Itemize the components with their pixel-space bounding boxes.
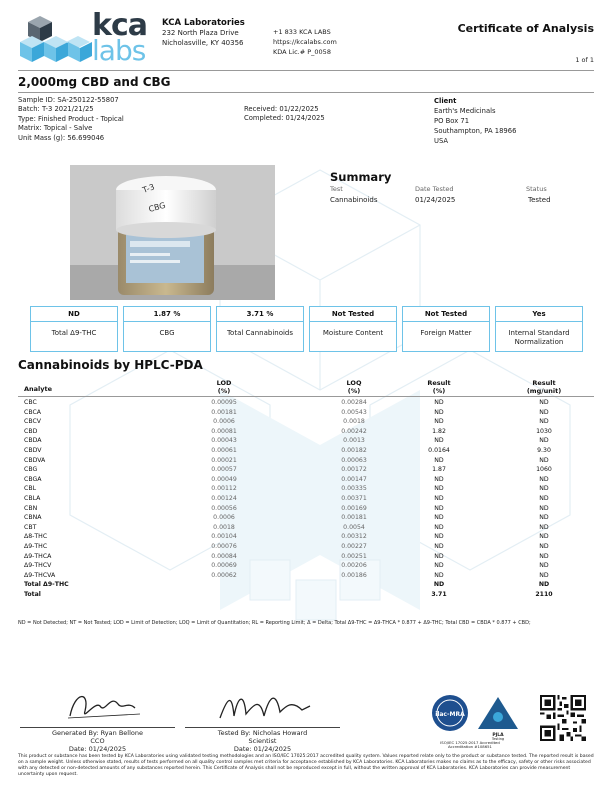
lod-cell: 0.00076 bbox=[211, 542, 237, 550]
received-date: Received: 01/22/2025 bbox=[244, 105, 319, 113]
summary-title: Summary bbox=[330, 170, 392, 184]
analyte-cell: CBDV bbox=[24, 446, 42, 454]
loq-cell: 0.00543 bbox=[341, 408, 367, 416]
box-divider bbox=[403, 321, 489, 322]
result-pct-cell: 0.0164 bbox=[428, 446, 450, 454]
box-divider bbox=[310, 321, 396, 322]
lab-city: Nicholasville, KY 40356 bbox=[162, 39, 244, 47]
analyte-cell: CBN bbox=[24, 504, 38, 512]
analyte-cell: CBLA bbox=[24, 494, 41, 502]
sample-id: Sample ID: SA-250122-55807 bbox=[18, 96, 119, 104]
header-result-pct-label: Result bbox=[427, 379, 451, 387]
result-mg-cell: 2110 bbox=[535, 590, 553, 598]
lab-contact bbox=[273, 27, 337, 57]
result-mg-cell: ND bbox=[539, 399, 549, 406]
summary-status: Tested bbox=[528, 196, 551, 204]
result-mg-cell: ND bbox=[539, 408, 549, 416]
client-po: PO Box 71 bbox=[434, 117, 470, 125]
analyte-cell: CBG bbox=[24, 466, 38, 474]
tested-by-date: Date: 01/24/2025 bbox=[233, 745, 292, 753]
client-info bbox=[434, 96, 516, 146]
lod-cell: 0.00069 bbox=[211, 562, 237, 570]
loq-cell: 0.00169 bbox=[341, 504, 367, 512]
lod-cell: 0.00081 bbox=[211, 427, 237, 435]
summary-date: 01/24/2025 bbox=[415, 196, 456, 204]
legal-disclaimer: This product or substance has been tested by KCA Laboratories using validated testing methodologies and an ISO/IEC 17025:2017 accredited quality system. Values reported relate only to the product or substance tested. The reported result is based on a sample weight. Unless otherwise stated, results of tests performed on all quality control samples met criteria for acceptance established by KCA Laboratories. KCA Laboratories makes no claims as to the efficacy, safety or other risks associated with any detected or non-detected amounts of any substances reported herein. This Certificate of Analysis shall not be reproduced except in full, without the written approval of KCA Laboratories. KCA Laboratories can provide measurement uncertainty upon request. bbox=[18, 754, 594, 777]
table-row bbox=[24, 523, 588, 533]
result-mg-cell: ND bbox=[539, 542, 549, 550]
box-foreign-matter bbox=[402, 306, 490, 352]
logo-word-kca: kca bbox=[92, 8, 147, 43]
box-value: Not Tested bbox=[331, 310, 375, 318]
loq-cell: 0.00284 bbox=[341, 399, 367, 406]
result-mg-cell: 9.30 bbox=[537, 446, 551, 454]
result-pct-cell: ND bbox=[434, 504, 444, 512]
analyte-cell: CBCA bbox=[24, 408, 42, 416]
summary-header-date: Date Tested bbox=[415, 185, 454, 193]
result-mg-cell: ND bbox=[539, 552, 549, 560]
result-pct-cell: ND bbox=[434, 475, 444, 483]
svg-text:PJLA: PJLA bbox=[492, 733, 504, 738]
result-pct-cell: ND bbox=[434, 485, 444, 493]
sample-type: Type: Finished Product - Topical bbox=[18, 114, 124, 123]
table-row bbox=[24, 427, 588, 437]
box-label: Foreign Matter bbox=[420, 329, 472, 337]
header-result-pct-unit: (%) bbox=[432, 387, 446, 395]
svg-text:T-3: T-3 bbox=[141, 182, 156, 195]
loq-cell: 0.00182 bbox=[341, 446, 367, 454]
lod-cell: 0.00095 bbox=[211, 399, 237, 406]
signature-right-image bbox=[210, 686, 330, 726]
result-pct-cell: ND bbox=[434, 456, 444, 464]
loq-cell: 0.00172 bbox=[341, 466, 367, 474]
table-row bbox=[24, 484, 588, 494]
table-row bbox=[24, 513, 588, 523]
signature-left-line bbox=[20, 727, 175, 728]
box-total-cannabinoids bbox=[216, 306, 304, 352]
result-mg-cell: ND bbox=[539, 418, 549, 426]
loq-cell: 0.00371 bbox=[341, 494, 367, 502]
box-label: Total Δ9-THC bbox=[51, 329, 97, 337]
table-row bbox=[24, 465, 588, 475]
box-value: 1.87 % bbox=[153, 310, 181, 318]
lod-cell: 0.00062 bbox=[211, 571, 237, 579]
lod-cell: 0.00124 bbox=[211, 494, 237, 502]
analyte-cell: CBGA bbox=[24, 475, 42, 483]
box-value: Not Tested bbox=[424, 310, 468, 318]
box-moisture bbox=[309, 306, 397, 352]
result-mg-cell: ND bbox=[539, 437, 549, 445]
analyte-cell: Δ9-THC bbox=[24, 542, 48, 550]
table-row bbox=[24, 552, 588, 562]
lod-cell: 0.0018 bbox=[213, 523, 235, 531]
loq-cell: 0.00227 bbox=[341, 542, 367, 550]
box-divider bbox=[217, 321, 303, 322]
cannabinoids-section-title: Cannabinoids by HPLC-PDA bbox=[18, 358, 203, 372]
box-divider bbox=[31, 321, 117, 322]
kca-logo bbox=[18, 8, 158, 67]
loq-cell: 0.0013 bbox=[343, 437, 365, 445]
box-divider bbox=[124, 321, 210, 322]
svg-text:Accreditation #108651: Accreditation #108651 bbox=[448, 744, 492, 748]
lod-cell: 0.00049 bbox=[211, 475, 237, 483]
header-loq bbox=[319, 379, 389, 395]
loq-cell: 0.00335 bbox=[341, 485, 367, 493]
table-row bbox=[24, 532, 588, 542]
table-row bbox=[24, 436, 588, 446]
analyte-cell: CBCV bbox=[24, 418, 42, 426]
lod-cell: 0.00104 bbox=[211, 533, 237, 541]
table-row bbox=[24, 504, 588, 514]
tested-by: Tested By: Nicholas Howard bbox=[217, 729, 308, 737]
tested-by-title: Scientist bbox=[248, 737, 277, 745]
analyte-cell: Total bbox=[24, 590, 41, 598]
lab-website[interactable]: https://kcalabs.com bbox=[273, 38, 337, 46]
box-cbg bbox=[123, 306, 211, 352]
client-country: USA bbox=[434, 137, 449, 145]
table-row bbox=[24, 417, 588, 427]
result-mg-cell: ND bbox=[539, 456, 549, 464]
result-pct-cell: ND bbox=[434, 399, 444, 406]
loq-cell: 0.00063 bbox=[341, 456, 367, 464]
header-lod bbox=[189, 379, 259, 395]
lab-street: 232 North Plaza Drive bbox=[162, 29, 239, 37]
box-label: CBG bbox=[159, 329, 175, 337]
header-result-mg bbox=[514, 379, 574, 395]
result-pct-cell: ND bbox=[434, 533, 444, 541]
signature-left-image bbox=[50, 686, 170, 726]
header bbox=[18, 10, 594, 70]
table-row bbox=[24, 408, 588, 418]
result-pct-cell: ND bbox=[433, 581, 445, 589]
logo-cubes-icon bbox=[18, 14, 92, 64]
table-footnote: ND = Not Detected; NT = Not Tested; LOD = Limit of Detection; LOQ = Limit of Quantitation; RL = Reporting Limit; Δ = Delta; Total Δ9-THC = Δ9-THCA * 0.877 + Δ9-THC; Total CBD = CBDA * 0.877 + CBD; bbox=[18, 620, 531, 626]
result-pct-cell: 1.82 bbox=[432, 427, 446, 435]
analyte-cell: Total Δ9-THC bbox=[24, 581, 69, 589]
svg-text:CBG: CBG bbox=[147, 200, 167, 214]
lab-name: KCA Laboratories bbox=[162, 18, 245, 28]
sample-unit-mass: Unit Mass (g): 56.699046 bbox=[18, 133, 105, 142]
result-pct-cell: ND bbox=[434, 523, 444, 531]
header-divider bbox=[18, 70, 594, 71]
result-pct-cell: ND bbox=[434, 571, 444, 579]
result-mg-cell: ND bbox=[539, 504, 549, 512]
client-label: Client bbox=[434, 97, 457, 105]
lod-cell: 0.00112 bbox=[211, 485, 237, 493]
lod-cell: 0.00056 bbox=[211, 504, 237, 512]
sample-info bbox=[18, 96, 124, 143]
result-mg-cell: 1060 bbox=[536, 466, 552, 474]
result-pct-cell: ND bbox=[434, 562, 444, 570]
header-lod-unit: (%) bbox=[217, 387, 231, 395]
box-label: Total Cannabinoids bbox=[226, 329, 294, 337]
box-internal-standard bbox=[495, 306, 583, 352]
table-row bbox=[24, 398, 588, 408]
loq-cell: 0.0054 bbox=[343, 523, 365, 531]
box-value: Yes bbox=[532, 310, 546, 318]
page-number: 1 of 1 bbox=[575, 56, 594, 64]
header-analyte: Analyte bbox=[24, 385, 53, 393]
signature-right-line bbox=[185, 727, 340, 728]
result-pct-cell: 3.71 bbox=[431, 590, 447, 598]
result-summary-boxes bbox=[30, 306, 582, 354]
result-pct-cell: ND bbox=[434, 552, 444, 560]
table-total-row bbox=[24, 590, 588, 600]
signature-left-text bbox=[20, 729, 175, 753]
result-mg-cell: 1030 bbox=[536, 427, 552, 435]
svg-text:ISO/IEC 17025:2017 Accredited: ISO/IEC 17025:2017 Accredited bbox=[440, 740, 500, 745]
result-mg-cell: ND bbox=[539, 475, 549, 483]
box-value: ND bbox=[68, 310, 80, 318]
box-divider bbox=[496, 321, 582, 322]
analyte-cell: CBC bbox=[24, 399, 37, 406]
accreditation-logos bbox=[428, 693, 528, 748]
client-name: Earth's Medicinals bbox=[434, 107, 496, 115]
loq-cell: 0.00206 bbox=[341, 562, 367, 570]
lab-address bbox=[162, 18, 245, 48]
generated-by: Generated By: Ryan Bellone bbox=[52, 729, 143, 737]
header-result-pct bbox=[404, 379, 474, 395]
table-row bbox=[24, 475, 588, 485]
table-total-row bbox=[24, 580, 588, 590]
qr-code-icon[interactable] bbox=[540, 695, 586, 741]
lod-cell: 0.0006 bbox=[213, 418, 235, 426]
result-pct-cell: ND bbox=[434, 437, 444, 445]
table-row bbox=[24, 494, 588, 504]
result-mg-cell: ND bbox=[539, 533, 549, 541]
box-total-thc bbox=[30, 306, 118, 352]
box-label: Internal Standard Normalization bbox=[508, 329, 570, 346]
analyte-cell: CBD bbox=[24, 427, 38, 435]
loq-cell: 0.00251 bbox=[341, 552, 367, 560]
generated-by-date: Date: 01/24/2025 bbox=[68, 745, 127, 753]
analyte-cell: Δ9-THCA bbox=[24, 552, 52, 560]
analyte-cell: CBDVA bbox=[24, 456, 46, 464]
header-result-mg-label: Result bbox=[532, 379, 556, 387]
client-city: Southampton, PA 18966 bbox=[434, 127, 517, 135]
header-loq-label: LOQ bbox=[346, 379, 362, 387]
analyte-cell: Δ9-THCV bbox=[24, 562, 52, 570]
product-name: 2,000mg CBD and CBG bbox=[18, 75, 171, 89]
summary-header-status: Status bbox=[526, 185, 547, 193]
svg-text:ilac-MRA: ilac-MRA bbox=[435, 711, 465, 718]
lab-license: KDA Lic.# P_0058 bbox=[273, 48, 331, 56]
box-value: 3.71 % bbox=[246, 310, 274, 318]
analyte-cell: Δ9-THCVA bbox=[24, 571, 56, 579]
analyte-cell: CBL bbox=[24, 485, 37, 493]
result-mg-cell: ND bbox=[539, 485, 549, 493]
analyte-cell: CBDA bbox=[24, 437, 42, 445]
table-row bbox=[24, 561, 588, 571]
result-mg-cell: ND bbox=[539, 494, 549, 502]
lod-cell: 0.00061 bbox=[211, 446, 237, 454]
summary-header-test: Test bbox=[330, 185, 343, 193]
lod-cell: 0.0006 bbox=[213, 514, 235, 522]
loq-cell: 0.0018 bbox=[343, 418, 365, 426]
loq-cell: 0.00181 bbox=[341, 514, 367, 522]
table-row bbox=[24, 456, 588, 466]
sample-matrix: Matrix: Topical - Salve bbox=[18, 124, 93, 133]
svg-text:Testing: Testing bbox=[491, 737, 505, 741]
signature-right-text bbox=[185, 729, 340, 753]
cannabinoids-table-body bbox=[24, 398, 588, 599]
document-title: Certificate of Analysis bbox=[457, 22, 594, 35]
completed-date: Completed: 01/24/2025 bbox=[244, 114, 325, 123]
result-pct-cell: 1.87 bbox=[432, 466, 446, 474]
analyte-cell: Δ8-THC bbox=[24, 533, 48, 541]
table-header-divider bbox=[18, 396, 594, 397]
logo-word-labs: labs bbox=[92, 34, 146, 67]
loq-cell: 0.00312 bbox=[341, 533, 367, 541]
sample-batch: Batch: T-3 2021/21/25 bbox=[18, 105, 94, 114]
loq-cell: 0.00147 bbox=[341, 475, 367, 483]
analyte-cell: CBNA bbox=[24, 514, 42, 522]
result-mg-cell: ND bbox=[539, 571, 549, 579]
lab-phone: +1 833 KCA LABS bbox=[273, 28, 331, 36]
result-mg-cell: ND bbox=[539, 514, 549, 522]
result-pct-cell: ND bbox=[434, 514, 444, 522]
result-mg-cell: ND bbox=[538, 581, 550, 589]
lod-cell: 0.00021 bbox=[211, 456, 237, 464]
analyte-cell: CBT bbox=[24, 523, 37, 531]
header-result-mg-unit: (mg/unit) bbox=[526, 387, 562, 395]
jar-image bbox=[70, 165, 275, 300]
result-mg-cell: ND bbox=[539, 523, 549, 531]
lod-cell: 0.00057 bbox=[211, 466, 237, 474]
loq-cell: 0.00186 bbox=[341, 571, 367, 579]
lod-cell: 0.00043 bbox=[211, 437, 237, 445]
result-pct-cell: ND bbox=[434, 418, 444, 426]
lod-cell: 0.00181 bbox=[211, 408, 237, 416]
summary-test: Cannabinoids bbox=[330, 196, 378, 204]
result-pct-cell: ND bbox=[434, 542, 444, 550]
header-loq-unit: (%) bbox=[347, 387, 361, 395]
box-label: Moisture Content bbox=[322, 329, 384, 337]
loq-cell: 0.00242 bbox=[341, 427, 367, 435]
result-pct-cell: ND bbox=[434, 408, 444, 416]
table-row bbox=[24, 446, 588, 456]
product-divider bbox=[18, 92, 594, 93]
generated-by-title: CCO bbox=[90, 737, 105, 745]
sample-dates bbox=[244, 105, 325, 124]
table-row bbox=[24, 571, 588, 581]
header-lod-label: LOD bbox=[216, 379, 232, 387]
table-row bbox=[24, 542, 588, 552]
result-mg-cell: ND bbox=[539, 562, 549, 570]
lod-cell: 0.00084 bbox=[211, 552, 237, 560]
product-photo bbox=[70, 165, 275, 300]
result-pct-cell: ND bbox=[434, 494, 444, 502]
